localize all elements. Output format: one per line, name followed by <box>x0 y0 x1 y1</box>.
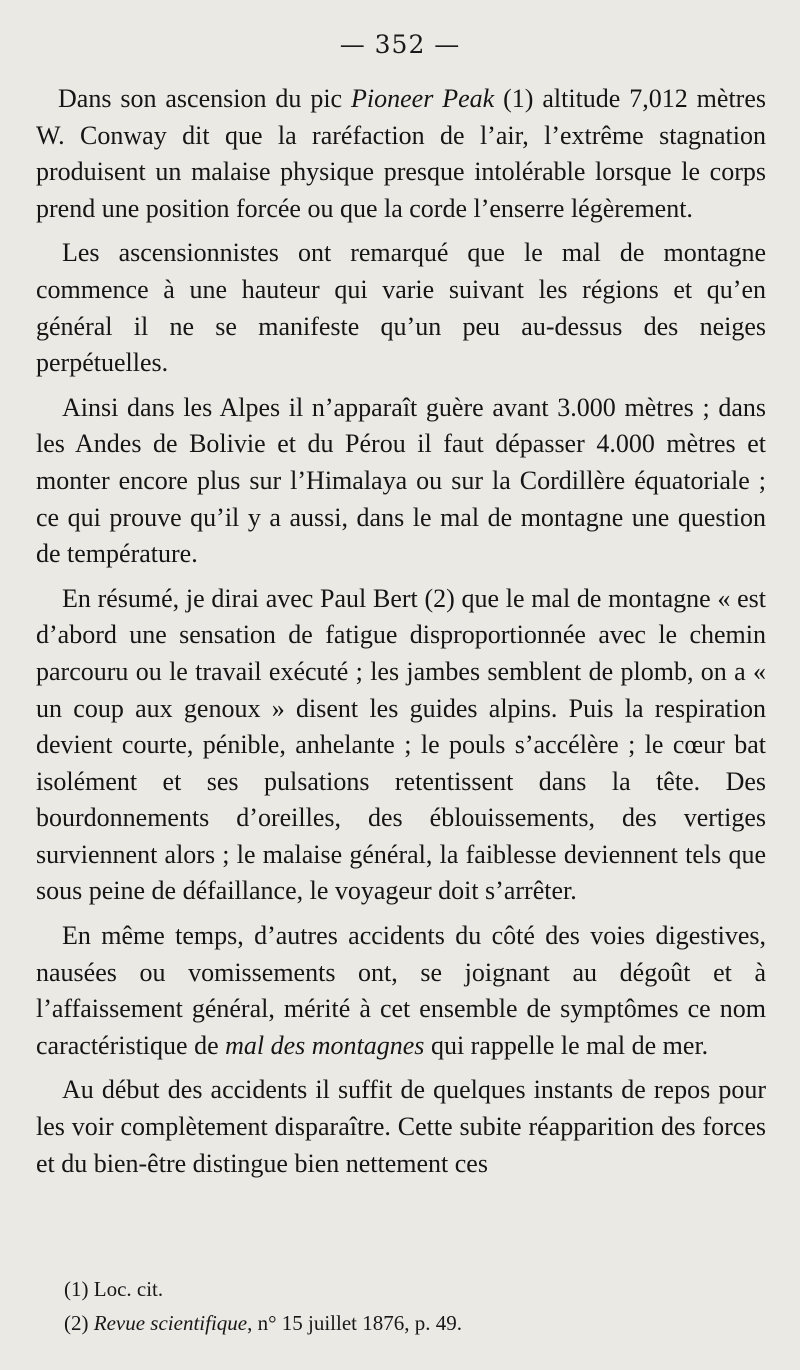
paragraph <box>36 235 766 381</box>
paragraph-text: En résumé, je dirai avec Paul Bert (2) que le mal de montagne « est d’abord une sensation de fatigue disproportionnée avec le chemin parcouru ou le travail exécuté ; les jambes semblent de plomb, on a « un coup aux genoux » disent les guides alpins. Puis la respiration devient courte, pénible, anhelante ; le pouls s’accélère ; le cœur bat isolément et ses pulsations retentissent dans la tête. Des bourdonnements d’oreilles, des éblouissements, des vertiges surviennent alors ; le malaise général, la faiblesse deviennent tels que sous peine de défaillance, le voyageur doit s’arrêter. <box>36 583 766 906</box>
page-number: — 352 — <box>339 30 461 59</box>
body-text <box>36 81 766 1182</box>
italic-term: mal des montagnes <box>225 1030 425 1060</box>
italic-title: Pioneer Peak <box>351 84 495 113</box>
paragraph-text: qui rappelle le mal de mer. <box>424 1030 709 1060</box>
footnote <box>64 1306 764 1340</box>
paragraph <box>36 918 766 1064</box>
footnote <box>64 1272 764 1306</box>
footnotes <box>64 1272 764 1340</box>
paragraph <box>36 1072 766 1182</box>
paragraph-text: En même temps, d’autres accidents du côté des voies digestives, nausées ou vomissements ont, se joignant au dégoût et à l’affaissement général, mérité à cet ensemble de symptômes ce nom caractéristique de <box>36 921 766 1060</box>
paragraph-text: Au début des accidents il suffit de quelques instants de repos pour les voir complètement disparaître. Cette subite réapparition des forces et du bien-être distingue bien nettement ces <box>36 1075 766 1178</box>
footnote-text: , n° 15 juillet 1876, p. 49. <box>247 1311 463 1335</box>
paragraph <box>36 390 766 573</box>
paragraph-text: Dans son ascension du pic <box>58 84 352 113</box>
footnote-journal-title: Revue scientifique <box>93 1311 248 1335</box>
paragraph <box>36 81 766 227</box>
paragraph <box>36 581 766 910</box>
paragraph-text: Les ascensionnistes ont remarqué que le mal de montagne commence à une hauteur qui varie suivant les régions et qu’en général il ne se manifeste qu’un peu au-dessus des neiges perpétuelles. <box>36 238 766 378</box>
paragraph-text: Ainsi dans les Alpes il n’apparaît guère avant 3.000 mètres ; dans les Andes de Bolivie et du Pérou il faut dépasser 4.000 mètres et monter encore plus sur l’Himalaya ou sur la Cordillère équatoriale ; ce qui prouve qu’il y a aussi, dans le mal de montagne une question de température. <box>36 392 766 569</box>
footnote-text: (1) Loc. cit. <box>64 1277 164 1301</box>
footnote-text: (2) <box>64 1311 94 1335</box>
paragraph-text: (1) altitude 7,012 mètres W. Conway dit que la raréfaction de l’air, l’extrême stagnation produisent un malaise physique presque intolérable lorsque le corps prend une position forcée ou que la corde l’enserre légèrement. <box>36 84 766 223</box>
